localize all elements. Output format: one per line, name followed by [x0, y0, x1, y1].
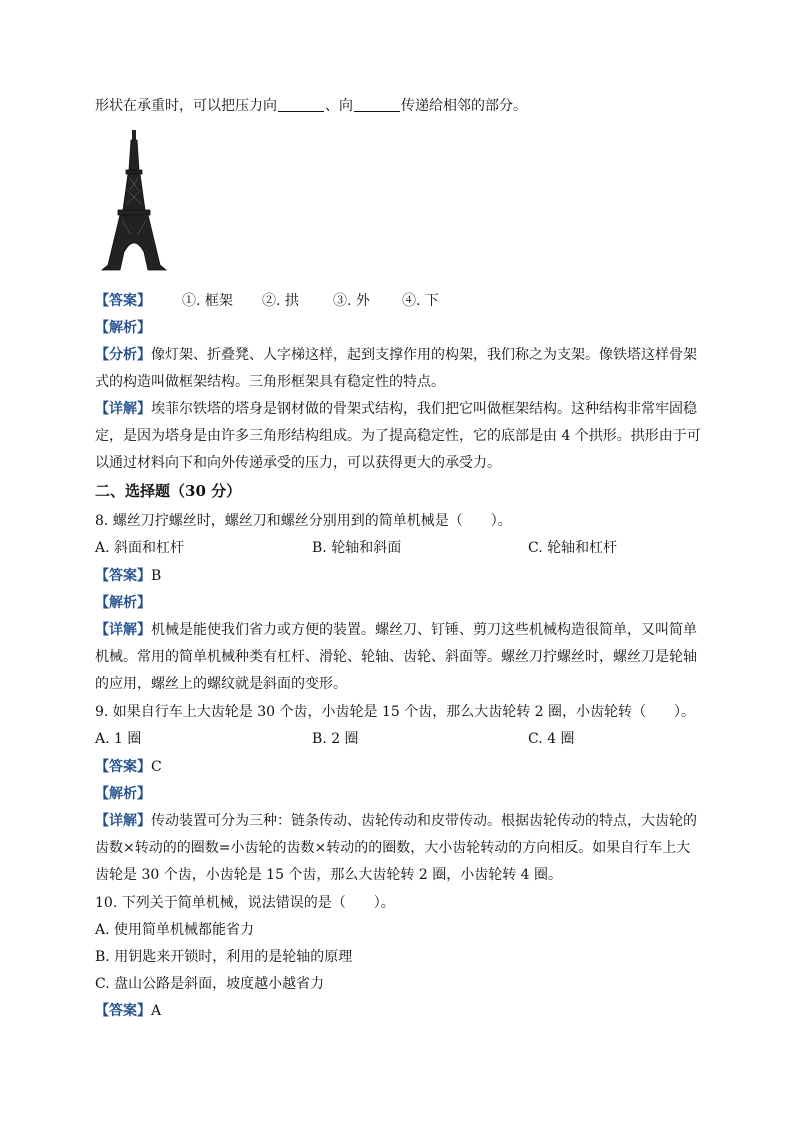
- q7-text-part2: 传递给相邻的部分。: [401, 98, 527, 114]
- detail-tag: 【详解】: [95, 622, 151, 638]
- q8-answer-value: B: [151, 568, 162, 584]
- q10-option-b: B. 用钥匙来开锁时，利用的是轮轴的原理: [95, 949, 353, 965]
- q7-blank-2: [354, 97, 400, 112]
- detail-text-1: 传动装置可分为三种：链条传动、齿轮传动和皮带传动。根据齿轮传动的特点，大齿轮的: [151, 813, 697, 829]
- q7-text-part1: 形状在承重时，可以把压力向: [95, 98, 277, 114]
- q10-option-c: C. 盘山公路是斜面，坡度越小越省力: [95, 976, 325, 992]
- q9-option-a: A. 1 圈: [95, 731, 142, 747]
- q9-option-b: B. 2 圈: [312, 731, 359, 747]
- fenxi-text-1: 像灯架、折叠凳、人字梯这样，起到支撑作用的构架，我们称之为支架。像铁塔这样骨架: [151, 347, 697, 363]
- answer-tag: 【答案】: [95, 293, 151, 309]
- q7-fenxi-line-1: [95, 345, 697, 365]
- q7-answer-line: [95, 291, 151, 311]
- q8-detail-line-1: [95, 620, 697, 640]
- q7-answer-item-1: ①. 框架: [182, 293, 233, 309]
- detail-tag: 【详解】: [95, 813, 151, 829]
- q8-stem: 8. 螺丝刀拧螺丝时，螺丝刀和螺丝分别用到的简单机械是（ ）。: [95, 513, 512, 529]
- answer-tag: 【答案】: [95, 1003, 151, 1019]
- q8-answer-line: [95, 566, 161, 586]
- q7-blank-1: [278, 97, 324, 112]
- q7-answer-item-4: ④. 下: [402, 293, 439, 309]
- answer-tag: 【答案】: [95, 568, 151, 584]
- fenxi-tag: 【分析】: [95, 347, 151, 363]
- analysis-tag: 【解析】: [95, 320, 151, 336]
- q7-detail-line-2: 定，是因为塔身是由许多三角形结构组成。为了提高稳定性，它的底部是由 4 个拱形。拱形由于可: [95, 428, 701, 444]
- detail-text-1: 机械是能使我们省力或方便的装置。螺丝刀、钉锤、剪刀这些机械构造很简单，又叫简单: [151, 622, 697, 638]
- q9-stem: 9. 如果自行车上大齿轮是 30 个齿，小齿轮是 15 个齿，那么大齿轮转 2 圈，小齿轮转（ ）。: [95, 704, 696, 720]
- q8-analysis-heading: [95, 593, 151, 613]
- detail-text-1: 埃菲尔铁塔的塔身是钢材做的骨架式结构，我们把它叫做框架结构。这种结构非常牢固稳: [151, 401, 697, 417]
- q9-option-c: C. 4 圈: [528, 731, 575, 747]
- detail-tag: 【详解】: [95, 401, 151, 417]
- q7-fenxi-line-2: 式的构造叫做框架结构。三角形框架具有稳定性的特点。: [95, 374, 445, 390]
- eiffel-tower-icon: [100, 130, 168, 272]
- q10-option-a: A. 使用简单机械都能省力: [95, 922, 255, 938]
- q7-analysis-heading: [95, 318, 151, 338]
- analysis-tag: 【解析】: [95, 595, 151, 611]
- q10-answer-value: A: [151, 1003, 162, 1019]
- section-heading: 二、选择题（30 分）: [95, 482, 242, 500]
- q10-stem: 10. 下列关于简单机械，说法错误的是（ ）。: [95, 895, 395, 911]
- q8-option-a: A. 斜面和杠杆: [95, 540, 185, 556]
- q7-answer-item-2: ②. 拱: [262, 293, 299, 309]
- answer-tag: 【答案】: [95, 759, 151, 775]
- q9-analysis-heading: [95, 784, 151, 804]
- q9-detail-line-2: 齿数×转动的的圈数=小齿轮的齿数×转动的的圈数，大小齿轮转动的方向相反。如果自行车上大: [95, 840, 691, 856]
- q8-detail-line-2: 机械。常用的简单机械种类有杠杆、滑轮、轮轴、齿轮、斜面等。螺丝刀拧螺丝时，螺丝刀是轮轴: [95, 649, 697, 665]
- q8-option-b: B. 轮轴和斜面: [312, 540, 402, 556]
- q10-answer-line: [95, 1001, 161, 1021]
- analysis-tag: 【解析】: [95, 786, 151, 802]
- q9-answer-line: [95, 757, 162, 777]
- q7-fill-line: [95, 96, 527, 116]
- q9-detail-line-3: 齿轮是 30 个齿，小齿轮是 15 个齿，那么大齿轮转 2 圈，小齿轮转 4 圈。: [95, 867, 563, 883]
- q9-detail-line-1: [95, 811, 697, 831]
- q7-detail-line-1: [95, 399, 697, 419]
- q8-option-c: C. 轮轴和杠杆: [528, 540, 618, 556]
- q7-text-sep: 、向: [325, 98, 353, 114]
- q8-detail-line-3: 的应用，螺丝上的螺纹就是斜面的变形。: [95, 676, 347, 692]
- q7-detail-line-3: 以通过材料向下和向外传递承受的压力，可以获得更大的承受力。: [95, 455, 501, 471]
- q9-answer-value: C: [151, 759, 162, 775]
- q7-answer-item-3: ③. 外: [333, 293, 370, 309]
